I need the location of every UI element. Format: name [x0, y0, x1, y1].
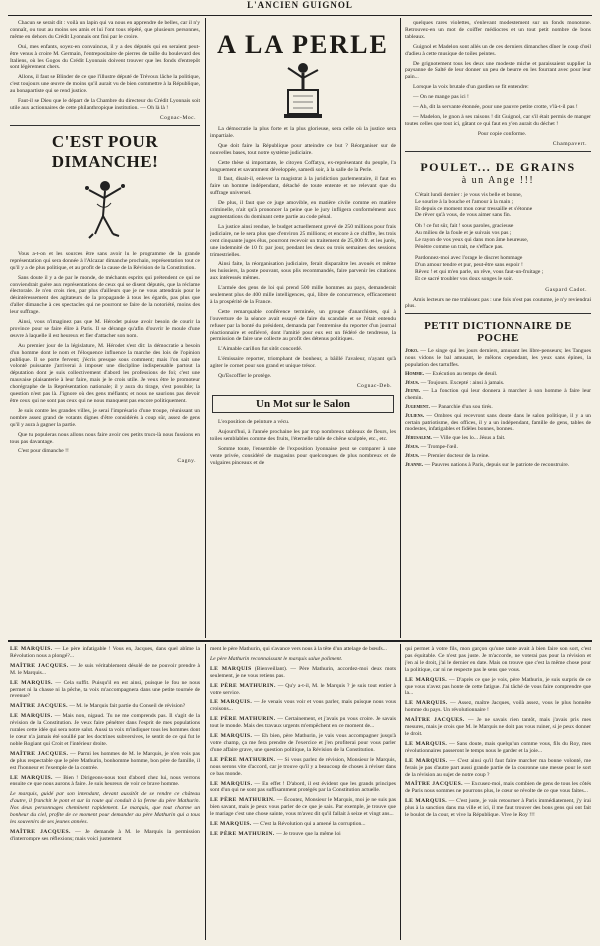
paragraph: L'exposition de peinture a vécu.	[218, 419, 290, 425]
paragraph: La justice ainsi rendue, le budget actuellement grevé de 250 millions pour frais judiciaire, ne le sera plus que d'environ 25 millions; et encore à ce chiffre, les trois cent cinquante juges élus, pourront recevoir un traitement de 25,000 fr. et les jurés, une indemnité de 10 fr. par jour, pendant les deux ou trois semaines des sessions trimestrielles.	[210, 223, 396, 258]
speech: — Je ne savais rien tantôt, mais j'avais pris mes mesures, mais je crois que M. le Marquis ne doit pas vous ruiner, si je peux donner le droit.	[405, 717, 591, 737]
speech: — Sans doute, mais quelqu'un comme vous, fils du Roy, mes révolutionnaires passeront le temps nous le garder et la joie...	[405, 740, 591, 754]
article-subtitle-poulet: à un Ange !!!	[461, 174, 535, 186]
dialogue-line	[210, 683, 396, 697]
speaker: LE MARQUIS.	[405, 700, 448, 707]
speech: Le marquis, guidé par son intendant, devant aussitôt de se rendre ce château d'autre, il franchit le pont et sur la route qui conduit à la ferme du père Mathurin. Nos deux personnages cheminent rapidement. Le marquis, que tout charme un bonheur du ciel, profite de ce moment pour demander au père Mathurin qui a tous les souvenirs de ses jeunes années.	[10, 791, 200, 825]
paragraph: Lorsque la voix brutale d'un gardien se fit entendre:	[413, 84, 529, 91]
dialogue-line	[10, 703, 200, 710]
dictionary-definition: — Panarchie d'un sou tirés.	[431, 403, 493, 410]
dialogue-line	[405, 717, 591, 738]
dictionary-definition: — Ombres qui recevront sans doute dans le salon politique, il y a un certain patriotisme, des offices, il y a un indépendant, famille de gens, tables de modestes, infatigables et fidèles bonnes, bonnes.	[405, 412, 591, 433]
speaker: MAÎTRE JACQUES.	[10, 662, 69, 669]
dictionary-entry	[405, 444, 591, 451]
dictionary-definition: — Toujours. Excepté : ainsi à jamais.	[420, 379, 505, 386]
dictionary-term: Jésus.	[405, 443, 420, 450]
dialogue-line	[10, 713, 200, 748]
dialogue-narration	[210, 656, 396, 663]
dictionary-definition: — Le singe qui les jours derniers, amusant les libre-penseurs; les Tangues nous vidons le bal amusant, le mêlons cependant, les yeux sans épines, la population des tartuffes.	[405, 348, 591, 368]
signature: Cognac-Deb.	[356, 383, 392, 389]
dialogue-line	[10, 751, 200, 772]
section-rule	[405, 151, 591, 152]
dictionary-entry	[405, 380, 591, 387]
article-title-salon: Un Mot sur le Salon	[212, 395, 394, 413]
dialogue-line	[405, 700, 591, 714]
dictionary-definition: — Trompe-l'œil.	[420, 443, 458, 450]
dictionary-term: Jeune.	[405, 388, 421, 395]
speech: — Excusez-moi, mais combien de gens de tous les côtés de Paris nous sommes ne pourrons plus, le cœur se révolte de ce que vous faites...	[405, 781, 591, 795]
speech: — Je demande à M. le Marquis la permission d'interrompre ses réflexions; mais voici justement	[10, 828, 200, 842]
poem	[405, 192, 591, 311]
paragraph: Chacun se serait dit : voilà un lapin qui va nous en apprendre de belles, car il n'y connaît, ou tout au moins ses amis et lui l'ont tous répété, que plusieurs personnes, même en dehors du Crédit Lyonnais ont fini par le croire.	[10, 20, 200, 40]
poem-line: C'était lundi dernier : je vous vis belle et bonne,	[415, 191, 522, 198]
paragraph: L'armée des gens de loi qui prend 500 mille hommes au pays, demanderait seulement plus de 400 mille intelligences, qui, libre de concurrence, efficacement à la prospérité de la France.	[210, 285, 396, 305]
paragraph: La démocratie la plus forte et la plus glorieuse, sera celle où la justice sera impartiale.	[210, 126, 396, 139]
speech: — Certainement, et j'avais pu vous croire. Je savais tout le monde. Mais des travaux urgents m'empêchent en ce moment de...	[210, 716, 396, 730]
speaker: LE MARQUIS.	[405, 757, 448, 764]
speaker: LE MARQUIS.	[10, 713, 53, 720]
speech: — Parmi les hommes de M. le Marquis, je n'en vois pas de plus respectable que le père Mathurin, bonhomme homme, bon père de famille, il est l'honneur et l'exemple de la contrée.	[10, 750, 200, 771]
paragraph: Guignol et Madelon sont allés un de ces derniers dimanches dîner le coup d'œil d'adieu à cette musique de toiles peintes.	[405, 43, 591, 57]
article-body-salon	[210, 419, 396, 466]
salon-continued	[405, 20, 591, 147]
dictionary-definition: — Pauvres nations à Paris, depuis sur le patriote de reconstruire.	[424, 461, 570, 468]
article-body-dimanche	[10, 251, 200, 464]
paragraph: Ainsi, vous n'imaginez pas que M. Hérodet puisse avoir besoin de courir la province pour se faire élire à Paris. Il se dérange qu'afin d'ouvrir le moule d'une œuvre à laquelle il est heureux et fier d'attacher son nom.	[10, 319, 200, 339]
masthead-rule	[8, 15, 592, 16]
section-divider	[8, 640, 592, 642]
speech: — Je trouve que la même loi	[276, 830, 341, 837]
speech: — Assez, maître Jacques, voilà assez, vous le plus honnête homme du pays. Un révolutionnaire !	[405, 700, 591, 714]
poem-line: Et ce sacré troubler vos doux songes le soir.	[415, 275, 514, 282]
speech: — D'après ce que je vois, père Mathurin, je suis surpris de ce que vous n'avez pas honte de cette fatigue. J'ai tâché de vous faire comprendre que la...	[405, 676, 591, 697]
dialogue-line	[405, 781, 591, 795]
paragraph: Faut-il se Dieu que le départ de la Chambre du directeur du Crédit Lyonnais soit utile aux actionnaires de cette philanthropique institution. — Oh là là !	[10, 98, 200, 111]
signature: Champavert.	[552, 140, 587, 147]
dictionary-entry	[405, 388, 591, 402]
speech: — Eh bien, père Mathurin, je vais vous accompagner jusqu'à votre champ, ça me fera prendre de l'exercice et j'en profiterai pour vous parler d'une affaire grave, une question politique, la Révision de la Constitution.	[210, 733, 396, 753]
paragraph: Cette remarquable conférence terminée, un groupe d'anarchistes, qui à l'ouverture de la séance avait essayé de faire du scandale et se l'était entendu refuser par la bonté du président, demanda par l'entremise du reporter d'un journal réactionnaire et enfiévré, dont l'amitié pour eux est un fédéré de tendresse, la permission de faire une collecte au profit des détenus politiques.	[210, 308, 396, 343]
poem-line: Oh ! ce fut sûr, fait ! sous paroles, gracieuse	[415, 223, 514, 230]
speaker: LE MARQUIS.	[10, 679, 53, 686]
dialogue-line	[210, 733, 396, 754]
paragraph: Amis lecteurs ne me trahissez pas : une fois n'est pas coutume, je n'y reviendrai plus.	[405, 296, 591, 310]
speaker: MAÎTRE JACQUES.	[10, 703, 68, 710]
speech: ment le père Mathurin, qui s'avance vers nous à la tête d'un attelage de bœufs...	[210, 646, 387, 652]
paragraph: Que tu populeras nous allons nous faire avoir ces petits trucs-là nous fussions en tous pas davantage.	[10, 431, 200, 445]
speaker: LE MARQUIS	[210, 665, 252, 672]
speech: — Je suis véritablement désolé de ne pouvoir prendre à M. le Marquis...	[10, 662, 200, 676]
paragraph: De plus, il faut que ce juge amovible, en matière civile comme en matière criminelle, n'ait qu'à prononcer la peine que le jury infligera conformément aux augmentations du dominant cette partie au code pénal.	[210, 200, 396, 220]
article-title-dictionnaire: PETIT DICTIONNAIRE DE POCHE	[424, 320, 572, 345]
paragraph: Qu'Escoffier le protège.	[218, 373, 272, 380]
signature: Cognac-Moc.	[159, 114, 196, 121]
dialogue-line	[10, 646, 200, 660]
dialogue-line	[405, 758, 591, 779]
dictionary-term: Juliens.	[405, 412, 425, 419]
poem-line: Rêvez ! et qui m'en parle, un rêve, vous faut-un-fruitage ;	[415, 268, 544, 275]
article-body-perle	[210, 126, 396, 389]
poem-line: Le rayon de vos yeux qui dans mon âme heureuse,	[415, 237, 529, 244]
dialogue-line	[10, 829, 200, 843]
dialogue-line	[405, 646, 591, 674]
dialogue-narration	[10, 791, 200, 826]
dialogue-line	[210, 757, 396, 778]
intro-article	[10, 20, 200, 121]
dialogue-line	[405, 677, 591, 698]
speaker: LE MARQUIS.	[10, 646, 53, 652]
dictionary-term: Jérusalem.	[405, 435, 432, 442]
dictionary-definition: — Premier docteur de la reine.	[420, 452, 490, 459]
speaker: LE PÈRE MATHURIN.	[210, 797, 276, 804]
column-divider-2	[400, 18, 401, 638]
dictionary-definition: — La fonction qui leur donnera à marcher à son homme à faire leur chemin.	[405, 388, 591, 402]
dictionary-definition: — Ville que les lo... Jésus a fait.	[433, 435, 506, 442]
dialogue-line	[210, 797, 396, 818]
dialogue-line	[210, 781, 396, 795]
speaker: LE PÈRE MATHURIN.	[210, 716, 276, 723]
dictionary-term: Jeanne.	[405, 461, 424, 468]
paragraph: Vous a-t-on et les sources être sans avoir lu le programme de la grande représentation qui sera donnée à l'Alcazar dimanche prochain, représentation tout ce qu'il y a de plus politique, et au profit de la cause de la Révision de la Constitution.	[10, 250, 200, 271]
speech: (Bienveillant). — Père Mathurin, accordez-moi deux mots seulement, je ne vous retiens pas.	[210, 665, 396, 679]
dictionary-definition: — Exécution au temps de deuil.	[425, 370, 498, 377]
poem-line: Pardonnez-moi avec l'orage le discret hommage	[415, 254, 523, 261]
poem-line: Au milieu de la foule et je suivais vos pas ;	[415, 230, 512, 237]
signature: Cagny.	[177, 458, 196, 465]
dictionary-term: Jésus.	[405, 452, 420, 459]
dialogue-line	[210, 699, 396, 713]
dancing-juggler-illustration	[75, 176, 135, 251]
poem-line: Pénètre comme un trait, ne s'efface pas.	[415, 244, 504, 251]
poem-line: De rêver qu'à vous, de vous aimer sans fin.	[415, 212, 512, 219]
dictionary-entry	[405, 453, 591, 460]
speaker: LE MARQUIS.	[210, 780, 253, 787]
paragraph: — On ne mange pas ici !	[413, 94, 469, 101]
paragraph: — Ah, dit la servante étonnée, pour une pauvre petite crotte, v'là-t-il pas !	[413, 104, 578, 111]
paragraph: — Madelon, le gnon à ses raisons ! dit Guignol, car s'il était permis de manger toutes celles que tout ici, gâtant ce qui faut en y'en aurait du déchet !	[405, 113, 591, 127]
dialogue-column-center	[210, 646, 396, 940]
speech: — M. le Marquis fait partie du Conseil de révision?	[69, 703, 186, 710]
poem-line: Et depuis ce moment mon cœur tressaille et s'étonne	[415, 205, 533, 212]
column-divider-1	[205, 18, 206, 638]
dictionary-entry	[405, 435, 591, 442]
dialogue-line	[210, 666, 396, 680]
speaker: MAÎTRE JACQUES.	[10, 828, 71, 835]
dictionary-entries	[405, 348, 591, 468]
paragraph: Aujourd'hui, à l'année prochaine les par trop nombreux tableaux de fleurs, les toiles semblables comme des fruits, l'éternelle table de chêne sculptée, etc., etc.	[210, 428, 396, 442]
speech: — C'est ainsi qu'il faut faire marcher ma bonne volonté, me ferais je pas d'autre part aussi grande partie de la couronne une messe pour le sort de la révision au sujet de notre coup ?	[405, 757, 591, 778]
article-title-dimanche: C'EST POUR DIMANCHE!	[51, 131, 159, 171]
paragraph: quelques rares violettes, s'enlevant modestement sur un fonds monotone. Retrouvez-en un mot de coiffer médiocres et un tout petit nombre de bons tableaux.	[405, 20, 591, 40]
dictionary-term: Homme.	[405, 370, 425, 377]
speaker: MAÎTRE JACQUES.	[405, 781, 463, 788]
paragraph: Au premier jour de la législature, M. Hérodet s'est dit: la démocratie a besoin d'un homme dont le nom et l'éloquence influence la marche des lois de l'opinion publique. Il se porte fervent; j'écris presque sous comment; mais l'on sait une volonté puissante j'arriverai à imposer une discipline indispensable partout la députation dont je suis collectivement d'abord les professions de foi; c'est une mauvaise plaisanterie à leur faire, mais je le crois utile. Je veux être le promoteur chorégraphe de la Représentation nationale; il y aura du tirage, s'est possible; la question n'est pas là. J'ignore où des gens méfiants; et nous ne saurions pas devoir être ceux qui ne sont pas ceux qui ne nous manquent pas encore politiquement.	[10, 342, 200, 404]
speech: — Écoutez, Monsieur le Marquis, moi je ne suis pas bien savant, mais je peux vous parler de ce que je sais. Par exemple, je trouve que le mariage c'est une chose sainte, vous m'avez dit qu'il fallait à seize et vingt ans...	[210, 797, 396, 818]
dictionary-entry	[405, 462, 591, 469]
dialogue-line	[10, 663, 200, 677]
dialogue-line	[210, 821, 396, 828]
dialogue-line	[405, 798, 591, 819]
speaker: LE MARQUIS.	[405, 740, 448, 747]
speaker: LE PÈRE MATHURIN.	[210, 682, 276, 689]
dialogue-column-right	[405, 646, 591, 940]
paragraph: Sans doute il y a de par le monde, de méchants esprits qui prétendent ce qui ne conviendrait guère aux représentations de ceux qui se disent députés, que la réclame électorale. Je n'en crois rien, par plus d'ailleurs que je ne vous attendrais pour le désintéressement des agitateurs de la propagande à tous les égards, pas plus que d'aller dimanche à ces spectacles qui ne pourront se faire de la notoriété, moins des leur suffrage.	[10, 274, 200, 316]
section-rule	[405, 313, 591, 314]
dialogue-line	[10, 775, 200, 789]
section-rule	[10, 125, 200, 126]
paragraph: Oui, mes enfants, soyez-en convaincus, il y a des députés qui en seraient peut-être venus à croire M. Germain, l'entrepositaire de pierres de taille du boulevard des Italiens, où les Gogos du Crédit Lyonnais doivent trouver que les fonds d'entrepôt sont légèrement chers.	[10, 43, 200, 71]
poem-line: Le sourire à la bouche et l'amour à la main ;	[415, 198, 514, 205]
dialogue-line	[210, 646, 396, 653]
dictionary-entry	[405, 371, 591, 378]
masthead	[0, 0, 600, 14]
paragraph: Ainsi faite, la réorganisation judiciaire, ferait disparaître les avoués et même les huissiers, la poste pouvant, sous plis recommandés, faire parvenir les citations aux intéressés mêmes.	[210, 261, 396, 282]
column-left	[10, 20, 200, 638]
paragraph: L'Aimable carillon fut sitôt concordé.	[218, 346, 303, 353]
speech: — C'est juste, je vais retourner à Paris immédiatement, j'y irai plus à la sanction dans ma ville et ici, il me faut trouver des bons gens qui ont fait le boulot de la cour, et vive la République. Vive le Roy !!!	[405, 798, 591, 819]
speaker: LE MARQUIS.	[405, 676, 448, 683]
speaker: LE PÈRE MATHURIN.	[210, 830, 275, 837]
speech: — Mais non, nigaud. Tu ne me comprends pas. Il s'agit de la révision de la Constitution. Je veux faire pénétrer dans l'esprit de mes populations rurales cette idée qui sera notre salut. Aussi ta voix m'indiquer tous les hommes dont le cœur n'a jamais été souillé par les doctrines subversives, le sentit de ce qui fut le noble Rogiant qui Croit et l'intérieur droite.	[10, 713, 200, 747]
column-divider-3	[205, 644, 206, 940]
speech: — Si vous parlez de révision, Monsieur le Marquis, nous serons vite d'accord, car je trouve qu'il y a beaucoup de choses à réviser dans ce bas monde.	[210, 756, 396, 777]
paragraph: C'est pour dimanche !!	[18, 448, 69, 455]
column-right	[405, 20, 591, 638]
speaker: LE MARQUIS.	[405, 798, 448, 805]
dialogue-line	[210, 831, 396, 838]
speech: Le père Mathurin reconnaissant le marquis salue poliment.	[210, 655, 343, 662]
dialogue-column-left	[10, 646, 200, 940]
speech: qui permet à votre fils, mon garçon qu'une tante avait à bien faire son sort, c'est pas équitable. Ce n'est pas juste. Je m'accorde, ne voterai pas pour la révision et j'en ai le droit, j'ai le dernier en date. Mais on trouve que c'est la même chose pour la politique, car ni ne respecte pas le sens que vous.	[405, 646, 591, 673]
masthead-title: L'ANCIEN GUIGNOL	[247, 0, 353, 10]
article-title-poulet: POULET... DE GRAINS	[420, 159, 576, 174]
paragraph: Il faut, disait-il, enlever la magistrat à la juridiction parlementaire, il faut en faire un homme indépendant, détaché de toute entente et ne relevant que du suffrage universel.	[210, 176, 396, 197]
dialogue-line	[210, 716, 396, 730]
paragraph: De grignotement tous les deux une modeste miche et paraissaient supplier la paysanne de Salté de leur donner un peu de beurre en les fourrant avec pour leur pain...	[405, 60, 591, 81]
column-center	[210, 20, 396, 638]
article-title-perle: A LA PERLE	[217, 30, 389, 59]
dictionary-entry	[405, 413, 591, 433]
dictionary-entry	[405, 404, 591, 411]
orator-at-podium-illustration	[268, 60, 338, 122]
paragraph: Cette thèse si importante, le citoyen Coffatyu, ex-représentant du peuple, l'a longuement et savamment développée, samedi soir, à la salle de la Perle.	[210, 159, 396, 173]
dictionary-term: Jésus.	[405, 379, 420, 386]
poem-line: D'un amour tendre et pur, peut-être sans espoir !	[415, 261, 523, 268]
paragraph: Pour copie conforme.	[477, 130, 527, 137]
speaker: LE PÈRE MATHURIN.	[210, 756, 276, 763]
speech: — Je venais vous voir et vous parler, mais puisque nous vous croisons...	[210, 699, 396, 713]
speaker: MAÎTRE JACQUES.	[10, 750, 69, 757]
speech: — En effet ! D'abord, il est évident que les grands principes sont d'un qui ne sont pas suffisamment protégés par la Constitution actuelle.	[210, 780, 396, 794]
dictionary-entry	[405, 348, 591, 368]
column-divider-4	[400, 644, 401, 940]
speaker: LE MARQUIS.	[10, 774, 53, 781]
dictionary-term: Joko.	[405, 348, 419, 355]
speech: — Bien ! Dirigeons-nous tout d'abord chez lui, nous verrons ensuite ce que nous aurons à faire. Je suis heureux de voir ce brave homme.	[10, 774, 200, 788]
paragraph: Allons, il faut se Blinder de ce que l'illustre député de Trévoux lâche la politique, c'est toujours une œuvre de moins qu'il aurait vu de bien commettre à la République, au bonapartiste qui se rend justice.	[10, 74, 200, 95]
speech: — Cela suffit. Puisqu'il en est ainsi, puisque le fou ne nous permet ni la chasse ni la pêche, ta voix m'accompagnera dans une petite tournée de revenue?	[10, 679, 200, 700]
paragraph: Je suis contre les grandes villes, je serai l'imprésario d'une troupe, réunissant un nombre assez grand de votants dignes d'être considérés à coup sûr, assez de gens qu'il y aura à gagner la partie.	[10, 407, 200, 428]
speaker: MAÎTRE JACQUES.	[405, 717, 465, 724]
paragraph: Que doit faire la République pour atteindre ce but ? Réorganiser sur de nouvelles bases, tout notre système judiciaire.	[210, 142, 396, 156]
speaker: LE MARQUIS.	[210, 821, 252, 828]
speaker: LE MARQUIS.	[210, 699, 253, 706]
dialogue-line	[405, 741, 591, 755]
paragraph: Somme toute, l'ensemble de l'exposition lyonnaise peut se comparer à une vente privée, considéré de magasins pour quelconques de plus nombreux et de vulgaires pinceaux et de	[210, 445, 396, 466]
speech: — C'est la Révolution qui a amené la corruption...	[253, 821, 366, 828]
dialogue-line	[10, 680, 200, 701]
speaker: LE MARQUIS.	[210, 733, 253, 740]
dictionary-term: Jugement.	[405, 403, 430, 410]
signature: Gaspard Cadot.	[545, 286, 587, 293]
speech: — Le père infatigable ! Vous en, Jacques, dans quel abîme la Révolution nous a plongé?...	[10, 646, 200, 659]
speech: — Qu'y a-t-il, M. le Marquis ? je suis tout entier à votre service.	[210, 682, 396, 696]
paragraph: L'émissaire reporter, triomphant de bonheur, a bâillé l'avaleur, n'ayant qu'à agiter le cornet pour son grand et unique trésor.	[210, 356, 396, 370]
